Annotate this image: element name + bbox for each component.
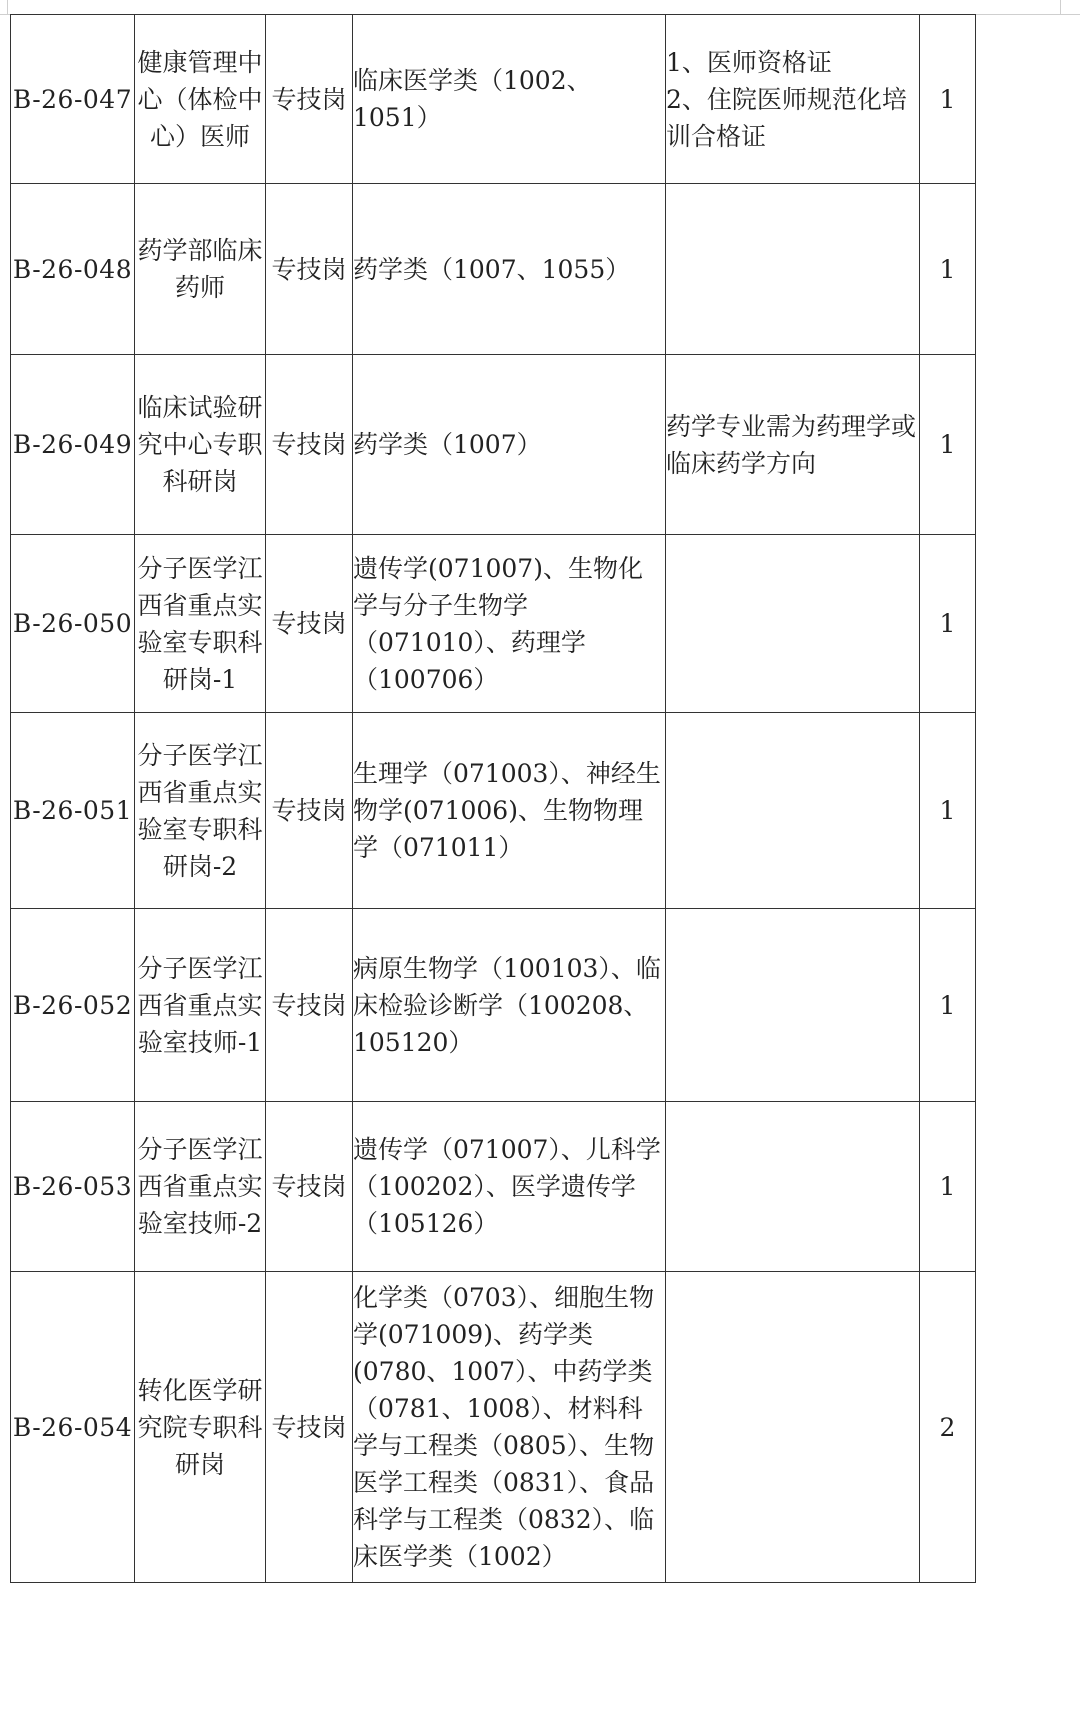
major-requirement: 化学类（0703）、细胞生物学(071009)、药学类(0780、1007）、中药学类（0781、1008）、材料科学与工程类（0805）、生物医学工程类（0831）、食品科学与工程类（0832）、临床医学类（1002） — [353, 1272, 666, 1583]
other-requirement — [666, 1272, 920, 1583]
other-requirement: 药学专业需为药理学或临床药学方向 — [666, 355, 920, 535]
major-requirement: 药学类（1007） — [353, 355, 666, 535]
other-requirement-text: 1、医师资格证 2、住院医师规范化培训合格证 — [666, 47, 907, 151]
table-row — [11, 1102, 976, 1272]
position-type: 专技岗 — [266, 184, 353, 355]
major-requirement: 遗传学（071007）、儿科学（100202）、医学遗传学（105126） — [353, 1102, 666, 1272]
position-name: 分子医学江西省重点实验室技师-2 — [135, 1102, 266, 1272]
position-code: B-26-054 — [11, 1272, 135, 1583]
table-row — [11, 1272, 976, 1583]
other-requirement — [666, 15, 920, 184]
position-code: B-26-052 — [11, 909, 135, 1102]
hiring-count: 1 — [920, 713, 976, 909]
table-row — [11, 909, 976, 1102]
position-code: B-26-053 — [11, 1102, 135, 1272]
other-requirement — [666, 535, 920, 713]
position-code: B-26-051 — [11, 713, 135, 909]
table-row — [11, 184, 976, 355]
position-type: 专技岗 — [266, 15, 353, 184]
hiring-count: 1 — [920, 355, 976, 535]
table-row — [11, 15, 976, 184]
hiring-count: 1 — [920, 909, 976, 1102]
position-name: 分子医学江西省重点实验室技师-1 — [135, 909, 266, 1102]
position-type: 专技岗 — [266, 535, 353, 713]
major-requirement: 遗传学(071007)、生物化学与分子生物学（071010）、药理学（100706） — [353, 535, 666, 713]
hiring-count: 1 — [920, 184, 976, 355]
position-type: 专技岗 — [266, 1272, 353, 1583]
other-requirement — [666, 713, 920, 909]
position-name: 临床试验研究中心专职科研岗 — [135, 355, 266, 535]
hiring-count: 1 — [920, 535, 976, 713]
position-type: 专技岗 — [266, 909, 353, 1102]
position-name: 药学部临床药师 — [135, 184, 266, 355]
table-row — [11, 713, 976, 909]
major-requirement: 病原生物学（100103）、临床检验诊断学（100208、105120） — [353, 909, 666, 1102]
page-corner-mark-left — [7, 0, 12, 14]
page-corner-mark-right — [1050, 0, 1061, 14]
hiring-count: 2 — [920, 1272, 976, 1583]
hiring-count: 1 — [920, 15, 976, 184]
major-requirement: 药学类（1007、1055） — [353, 184, 666, 355]
job-position-table — [10, 14, 976, 1583]
major-requirement: 生理学（071003）、神经生物学(071006)、生物物理学（071011） — [353, 713, 666, 909]
table-row — [11, 535, 976, 713]
position-code: B-26-047 — [11, 15, 135, 184]
major-requirement: 临床医学类（1002、1051） — [353, 15, 666, 184]
position-code: B-26-048 — [11, 184, 135, 355]
position-code: B-26-050 — [11, 535, 135, 713]
position-name: 分子医学江西省重点实验室专职科研岗-1 — [135, 535, 266, 713]
position-name: 转化医学研究院专职科研岗 — [135, 1272, 266, 1583]
other-requirement — [666, 909, 920, 1102]
position-type: 专技岗 — [266, 355, 353, 535]
other-requirement — [666, 1102, 920, 1272]
position-name: 健康管理中心（体检中心）医师 — [135, 15, 266, 184]
hiring-count: 1 — [920, 1102, 976, 1272]
position-code: B-26-049 — [11, 355, 135, 535]
position-type: 专技岗 — [266, 713, 353, 909]
position-name: 分子医学江西省重点实验室专职科研岗-2 — [135, 713, 266, 909]
position-type: 专技岗 — [266, 1102, 353, 1272]
table-row — [11, 355, 976, 535]
other-requirement — [666, 184, 920, 355]
